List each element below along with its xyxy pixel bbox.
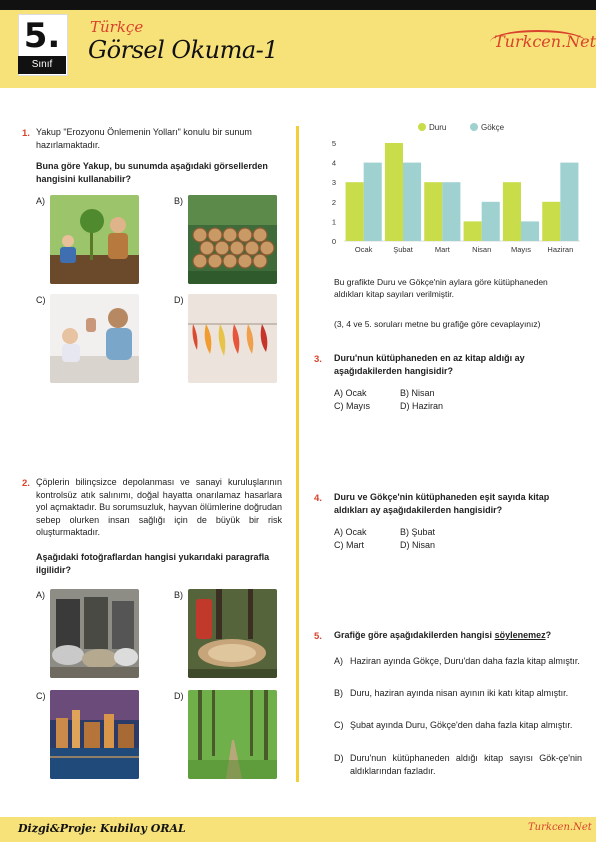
- q1-option-b[interactable]: B): [174, 196, 183, 206]
- y-tick-label: 2: [331, 197, 336, 207]
- q1-image-d[interactable]: [188, 294, 277, 383]
- subject-label: Türkçe: [90, 18, 144, 36]
- q4-option-b[interactable]: B) Şubat: [400, 527, 436, 537]
- legend-label-gökçe: Gökçe: [481, 123, 505, 132]
- chart-x-axis: [355, 245, 573, 254]
- chart-note: (3, 4 ve 5. soruları metne bu grafiğe göre cevaplayınız): [334, 319, 541, 329]
- q4-option-a[interactable]: A) Ocak: [334, 527, 367, 537]
- q5-question-post: ?: [545, 630, 552, 640]
- high-five-icon: [50, 294, 139, 383]
- q2-option-d[interactable]: D): [174, 691, 184, 701]
- q5-question: [334, 629, 586, 642]
- q1-question: Buna göre Yakup, bu sunumda aşağıdaki görsellerden hangisini kullanabilir?: [36, 161, 268, 184]
- q5-number: 5.: [314, 631, 322, 642]
- footer-brand-logo: Turkcen.Net: [528, 822, 592, 833]
- q4-number: 4.: [314, 493, 322, 504]
- x-tick-label: Nisan: [472, 245, 492, 254]
- q4-question: Duru ve Gökçe'nin kütüphaneden eşit sayıda kitap aldıkları ay aşağıdakilerden hangisidir?: [334, 492, 550, 515]
- q5-option-b-text[interactable]: Duru, haziran ayında nisan ayının iki katı kitap almıştır.: [350, 688, 569, 698]
- child-planting-tree-icon: [50, 195, 139, 284]
- bar-gökçe: [403, 163, 421, 241]
- x-tick-label: Ocak: [354, 245, 373, 254]
- page-title: Görsel Okuma-1: [88, 36, 279, 64]
- bar-duru: [542, 202, 560, 241]
- q2-option-c[interactable]: C): [36, 691, 46, 701]
- q3-option-d[interactable]: D) Haziran: [400, 401, 444, 411]
- city-night-icon: [50, 690, 139, 779]
- q3-option-c[interactable]: C) Mayıs: [334, 401, 370, 411]
- bar-duru: [424, 182, 442, 241]
- cut-logs-icon: [188, 195, 277, 284]
- bar-duru: [503, 182, 521, 241]
- chart-legend: [418, 123, 505, 132]
- q3-question: Duru'nun kütüphaneden en az kitap aldığı ay aşağıdakilerden hangisidir?: [334, 353, 525, 376]
- q5-question-pre: Grafiğe göre aşağıdakilerden hangisi: [334, 630, 495, 640]
- column-divider: [296, 126, 299, 782]
- autumn-leaves-icon: [188, 294, 277, 383]
- grade-label: Sınıf: [18, 56, 66, 74]
- q3-option-b[interactable]: B) Nisan: [400, 388, 435, 398]
- q2-option-b[interactable]: B): [174, 590, 183, 600]
- legend-swatch-duru: [418, 123, 426, 131]
- q3-number: 3.: [314, 354, 322, 365]
- bar-gökçe: [482, 202, 500, 241]
- bar-gökçe: [521, 221, 539, 241]
- q1-option-d[interactable]: D): [174, 295, 184, 305]
- q2-image-a[interactable]: [50, 589, 139, 678]
- q5-option-c-text[interactable]: Şubat ayında Duru, Gökçe'den daha fazla kitap almıştır.: [350, 720, 573, 730]
- bar-duru: [385, 143, 403, 241]
- q5-option-d-letter[interactable]: D): [334, 753, 344, 763]
- legend-swatch-gökçe: [470, 123, 478, 131]
- chart-caption: Bu grafikte Duru ve Gökçe'nin aylara göre kütüphaneden aldıkları kitap sayıları verilmiştir.: [334, 277, 548, 299]
- q2-text: Çöplerin bilinçsizce depolanması ve sanayi kuruluşlarının kontrolsüz atık salınımı, doğal hayatta onarılamaz hasarlara yol açmaktadır. Bu sorumsuzluk, hayvan ölümlerine doğrudan sebep olurken insan sağlığı için de büyük bir risk oluşturmaktadır.: [36, 477, 282, 537]
- x-tick-label: Şubat: [393, 245, 413, 254]
- x-tick-label: Haziran: [547, 245, 574, 254]
- chainsaw-tree-icon: [188, 589, 277, 678]
- chart-bars: [346, 143, 579, 241]
- q1-image-b[interactable]: [188, 195, 277, 284]
- q1-option-a[interactable]: A): [36, 196, 45, 206]
- q2-image-d[interactable]: [188, 690, 277, 779]
- footer-credit: Dizgi&Proje: Kubilay ORAL: [18, 822, 186, 835]
- q2-question: Aşağıdaki fotoğraflardan hangisi yukarıdaki paragrafla ilgilidir?: [36, 552, 270, 575]
- bar-gökçe: [560, 163, 578, 241]
- q5-option-b-letter[interactable]: B): [334, 688, 343, 698]
- q4-option-d[interactable]: D) Nisan: [400, 540, 436, 550]
- q1-image-a[interactable]: [50, 195, 139, 284]
- q1-image-c[interactable]: [50, 294, 139, 383]
- y-tick-label: 4: [331, 158, 336, 168]
- q3-option-a[interactable]: A) Ocak: [334, 388, 367, 398]
- garbage-bins-icon: [50, 589, 139, 678]
- q5-option-a-text[interactable]: Haziran ayında Gökçe, Duru'dan daha fazla kitap almıştır.: [350, 656, 580, 666]
- q1-text: Yakup "Erozyonu Önlemenin Yolları" konulu bir sunum hazırlamaktadır.: [36, 127, 252, 150]
- books-bar-chart: [318, 118, 590, 256]
- forest-path-icon: [188, 690, 277, 779]
- q2-image-c[interactable]: [50, 690, 139, 779]
- q1-number: 1.: [22, 128, 30, 139]
- x-tick-label: Mayıs: [510, 245, 532, 254]
- q2-number: 2.: [22, 478, 30, 489]
- bar-duru: [346, 182, 364, 241]
- q4-option-c[interactable]: C) Mart: [334, 540, 364, 550]
- top-bar: [0, 0, 596, 10]
- y-tick-label: 0: [331, 237, 336, 246]
- y-tick-label: 5: [331, 139, 336, 148]
- y-tick-label: 1: [331, 217, 336, 227]
- q2-option-a[interactable]: A): [36, 590, 45, 600]
- brand-logo: Turkcen.Net: [494, 32, 596, 51]
- q5-option-d-text[interactable]: Duru'nun kütüphaneden aldığı kitap sayısı Gök-çe'nin aldıklarından fazladır.: [350, 753, 582, 776]
- y-tick-label: 3: [331, 178, 336, 188]
- x-tick-label: Mart: [434, 245, 450, 254]
- q1-option-c[interactable]: C): [36, 295, 46, 305]
- q2-image-b[interactable]: [188, 589, 277, 678]
- q5-option-c-letter[interactable]: C): [334, 720, 344, 730]
- bar-gökçe: [442, 182, 460, 241]
- bar-duru: [464, 221, 482, 241]
- legend-label-duru: Duru: [429, 123, 447, 132]
- bar-gökçe: [364, 163, 382, 241]
- q5-question-underlined: söylenemez: [494, 630, 546, 640]
- grade-number: 5.: [23, 16, 61, 56]
- q5-option-a-letter[interactable]: A): [334, 656, 343, 666]
